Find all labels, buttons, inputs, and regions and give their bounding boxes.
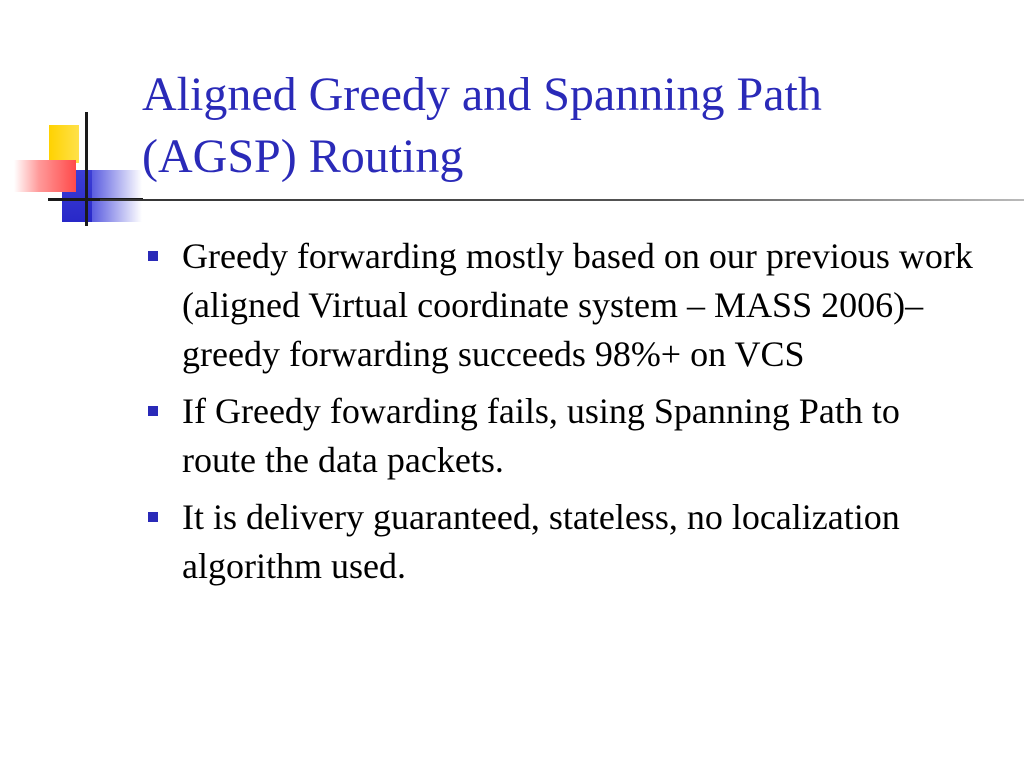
slide-title-line-2: (AGSP) Routing (142, 130, 464, 183)
blue-fade-square (92, 170, 142, 222)
yellow-square (49, 125, 79, 163)
bullet-text: It is delivery guaranteed, stateless, no localization algorithm used. (182, 497, 900, 586)
bullet-text: If Greedy fowarding fails, using Spanning Path to route the data packets. (182, 391, 900, 480)
title-underline-rule (100, 199, 1024, 201)
slide-title (142, 64, 1002, 188)
logo-vertical-line (85, 112, 88, 226)
square-bullet-icon (148, 512, 158, 522)
bullet-list (142, 232, 982, 599)
square-bullet-icon (148, 406, 158, 416)
bullet-text: Greedy forwarding mostly based on our previous work (aligned Virtual coordinate system – MASS 2006)– greedy forwarding succeeds 98%+ on VCS (182, 236, 973, 374)
bullet-item-spanning-path-fallback (142, 387, 982, 485)
bullet-item-delivery-guaranteed (142, 493, 982, 591)
decorative-logo-squares (0, 0, 160, 240)
square-bullet-icon (148, 251, 158, 261)
slide-title-line-1: Aligned Greedy and Spanning Path (142, 68, 822, 121)
bullet-item-greedy-forwarding (142, 232, 982, 379)
red-square (14, 160, 76, 192)
